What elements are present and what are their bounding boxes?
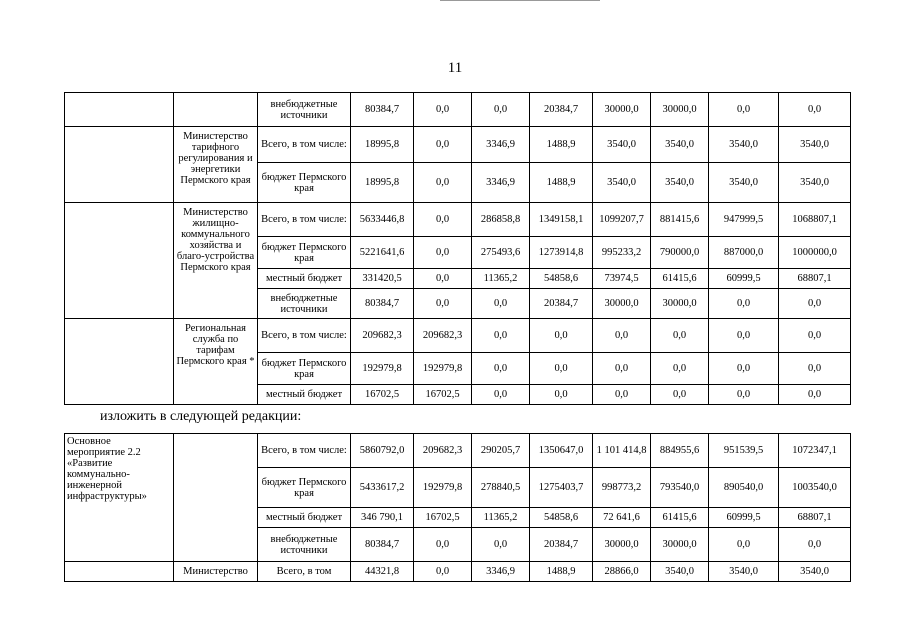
empty-cell bbox=[65, 319, 174, 405]
value-cell: 5633446,8 bbox=[351, 203, 414, 237]
value-cell: 3540,0 bbox=[593, 163, 651, 203]
value-cell: 0,0 bbox=[651, 385, 709, 405]
org-cell-regional: Региональная служба по тарифам Пермского края * bbox=[174, 319, 258, 405]
empty-cell bbox=[65, 203, 174, 319]
value-cell: 0,0 bbox=[472, 528, 530, 562]
value-cell: 5860792,0 bbox=[351, 434, 414, 468]
value-cell: 0,0 bbox=[414, 562, 472, 582]
value-cell: 0,0 bbox=[779, 353, 851, 385]
source-cell: Всего, в том числе: bbox=[258, 127, 351, 163]
empty-cell bbox=[174, 93, 258, 127]
event-cell: Основное мероприятие 2.2 «Развитие коммунально-инженерной инфраструктуры» bbox=[65, 434, 174, 562]
value-cell: 887000,0 bbox=[709, 237, 779, 269]
value-cell: 0,0 bbox=[593, 385, 651, 405]
value-cell: 0,0 bbox=[709, 385, 779, 405]
value-cell: 278840,5 bbox=[472, 468, 530, 508]
value-cell: 209682,3 bbox=[414, 319, 472, 353]
value-cell: 1000000,0 bbox=[779, 237, 851, 269]
value-cell: 0,0 bbox=[472, 289, 530, 319]
value-cell: 3540,0 bbox=[651, 163, 709, 203]
value-cell: 0,0 bbox=[651, 319, 709, 353]
value-cell: 884955,6 bbox=[651, 434, 709, 468]
value-cell: 16702,5 bbox=[414, 508, 472, 528]
value-cell: 0,0 bbox=[709, 289, 779, 319]
value-cell: 0,0 bbox=[414, 93, 472, 127]
value-cell: 30000,0 bbox=[651, 528, 709, 562]
source-cell: внебюджетные источники bbox=[258, 289, 351, 319]
source-cell: бюджет Пермского края bbox=[258, 468, 351, 508]
value-cell: 3540,0 bbox=[651, 127, 709, 163]
value-cell: 192979,8 bbox=[414, 353, 472, 385]
value-cell: 790000,0 bbox=[651, 237, 709, 269]
value-cell: 3540,0 bbox=[709, 562, 779, 582]
value-cell: 3346,9 bbox=[472, 163, 530, 203]
value-cell: 68807,1 bbox=[779, 269, 851, 289]
value-cell: 890540,0 bbox=[709, 468, 779, 508]
value-cell: 0,0 bbox=[593, 319, 651, 353]
empty-cell bbox=[65, 127, 174, 203]
value-cell: 0,0 bbox=[414, 528, 472, 562]
empty-cell bbox=[65, 93, 174, 127]
value-cell: 1488,9 bbox=[530, 562, 593, 582]
page-top-line bbox=[440, 0, 600, 1]
value-cell: 30000,0 bbox=[651, 93, 709, 127]
value-cell: 80384,7 bbox=[351, 528, 414, 562]
value-cell: 18995,8 bbox=[351, 127, 414, 163]
page-number: 11 bbox=[447, 60, 463, 76]
source-cell: внебюджетные источники bbox=[258, 528, 351, 562]
value-cell: 192979,8 bbox=[351, 353, 414, 385]
value-cell: 0,0 bbox=[414, 163, 472, 203]
empty-cell bbox=[65, 562, 174, 582]
source-cell: Всего, в том числе: bbox=[258, 203, 351, 237]
source-cell: местный бюджет bbox=[258, 385, 351, 405]
value-cell: 20384,7 bbox=[530, 289, 593, 319]
source-cell: бюджет Пермского края bbox=[258, 353, 351, 385]
value-cell: 5433617,2 bbox=[351, 468, 414, 508]
value-cell: 0,0 bbox=[709, 528, 779, 562]
value-cell: 68807,1 bbox=[779, 508, 851, 528]
source-cell: Всего, в том числе: bbox=[258, 434, 351, 468]
value-cell: 995233,2 bbox=[593, 237, 651, 269]
value-cell: 20384,7 bbox=[530, 528, 593, 562]
value-cell: 1350647,0 bbox=[530, 434, 593, 468]
value-cell: 80384,7 bbox=[351, 289, 414, 319]
value-cell: 44321,8 bbox=[351, 562, 414, 582]
value-cell: 30000,0 bbox=[593, 93, 651, 127]
table-row bbox=[65, 562, 851, 582]
value-cell: 1072347,1 bbox=[779, 434, 851, 468]
source-cell: бюджет Пермского края bbox=[258, 237, 351, 269]
value-cell: 11365,2 bbox=[472, 269, 530, 289]
value-cell: 3346,9 bbox=[472, 562, 530, 582]
value-cell: 20384,7 bbox=[530, 93, 593, 127]
value-cell: 290205,7 bbox=[472, 434, 530, 468]
org-cell-ministry: Министерство bbox=[174, 562, 258, 582]
value-cell: 1099207,7 bbox=[593, 203, 651, 237]
source-cell: бюджет Пермского края bbox=[258, 163, 351, 203]
table-row bbox=[65, 127, 851, 163]
source-cell: Всего, в том bbox=[258, 562, 351, 582]
value-cell: 54858,6 bbox=[530, 269, 593, 289]
value-cell: 0,0 bbox=[414, 127, 472, 163]
value-cell: 11365,2 bbox=[472, 508, 530, 528]
org-cell-housing: Министерство жилищно-коммунального хозяйства и благо-устройства Пермского края bbox=[174, 203, 258, 319]
value-cell: 0,0 bbox=[779, 528, 851, 562]
value-cell: 80384,7 bbox=[351, 93, 414, 127]
source-cell: местный бюджет bbox=[258, 508, 351, 528]
value-cell: 0,0 bbox=[414, 289, 472, 319]
value-cell: 192979,8 bbox=[414, 468, 472, 508]
value-cell: 0,0 bbox=[709, 319, 779, 353]
value-cell: 1273914,8 bbox=[530, 237, 593, 269]
source-cell: внебюджетные источники bbox=[258, 93, 351, 127]
value-cell: 61415,6 bbox=[651, 508, 709, 528]
value-cell: 16702,5 bbox=[351, 385, 414, 405]
value-cell: 0,0 bbox=[779, 93, 851, 127]
value-cell: 30000,0 bbox=[651, 289, 709, 319]
empty-cell bbox=[174, 434, 258, 562]
funding-table-new bbox=[64, 433, 851, 582]
value-cell: 1349158,1 bbox=[530, 203, 593, 237]
value-cell: 54858,6 bbox=[530, 508, 593, 528]
table-row bbox=[65, 319, 851, 353]
value-cell: 0,0 bbox=[779, 289, 851, 319]
value-cell: 346 790,1 bbox=[351, 508, 414, 528]
table-row bbox=[65, 434, 851, 468]
value-cell: 0,0 bbox=[593, 353, 651, 385]
funding-table-old bbox=[64, 92, 851, 405]
value-cell: 3540,0 bbox=[779, 127, 851, 163]
value-cell: 286858,8 bbox=[472, 203, 530, 237]
org-cell-tariff: Министерство тарифного регулирования и энергетики Пермского края bbox=[174, 127, 258, 203]
value-cell: 3540,0 bbox=[593, 127, 651, 163]
value-cell: 1488,9 bbox=[530, 163, 593, 203]
value-cell: 0,0 bbox=[530, 353, 593, 385]
value-cell: 947999,5 bbox=[709, 203, 779, 237]
source-cell: местный бюджет bbox=[258, 269, 351, 289]
value-cell: 0,0 bbox=[779, 385, 851, 405]
value-cell: 0,0 bbox=[414, 203, 472, 237]
value-cell: 0,0 bbox=[472, 319, 530, 353]
value-cell: 60999,5 bbox=[709, 269, 779, 289]
value-cell: 0,0 bbox=[472, 353, 530, 385]
value-cell: 3540,0 bbox=[709, 163, 779, 203]
value-cell: 0,0 bbox=[709, 93, 779, 127]
value-cell: 1068807,1 bbox=[779, 203, 851, 237]
value-cell: 209682,3 bbox=[351, 319, 414, 353]
value-cell: 30000,0 bbox=[593, 289, 651, 319]
value-cell: 0,0 bbox=[530, 319, 593, 353]
value-cell: 5221641,6 bbox=[351, 237, 414, 269]
value-cell: 3540,0 bbox=[779, 163, 851, 203]
value-cell: 3540,0 bbox=[709, 127, 779, 163]
value-cell: 1275403,7 bbox=[530, 468, 593, 508]
value-cell: 18995,8 bbox=[351, 163, 414, 203]
value-cell: 16702,5 bbox=[414, 385, 472, 405]
value-cell: 1003540,0 bbox=[779, 468, 851, 508]
value-cell: 60999,5 bbox=[709, 508, 779, 528]
value-cell: 0,0 bbox=[709, 353, 779, 385]
value-cell: 72 641,6 bbox=[593, 508, 651, 528]
value-cell: 1 101 414,8 bbox=[593, 434, 651, 468]
value-cell: 1488,9 bbox=[530, 127, 593, 163]
value-cell: 881415,6 bbox=[651, 203, 709, 237]
value-cell: 3346,9 bbox=[472, 127, 530, 163]
value-cell: 0,0 bbox=[779, 319, 851, 353]
value-cell: 0,0 bbox=[414, 237, 472, 269]
value-cell: 0,0 bbox=[472, 93, 530, 127]
value-cell: 0,0 bbox=[414, 269, 472, 289]
value-cell: 0,0 bbox=[530, 385, 593, 405]
value-cell: 793540,0 bbox=[651, 468, 709, 508]
table-row bbox=[65, 93, 851, 127]
value-cell: 331420,5 bbox=[351, 269, 414, 289]
value-cell: 73974,5 bbox=[593, 269, 651, 289]
value-cell: 275493,6 bbox=[472, 237, 530, 269]
value-cell: 3540,0 bbox=[651, 562, 709, 582]
table-row bbox=[65, 203, 851, 237]
value-cell: 61415,6 bbox=[651, 269, 709, 289]
value-cell: 0,0 bbox=[651, 353, 709, 385]
value-cell: 0,0 bbox=[472, 385, 530, 405]
value-cell: 998773,2 bbox=[593, 468, 651, 508]
value-cell: 209682,3 bbox=[414, 434, 472, 468]
value-cell: 30000,0 bbox=[593, 528, 651, 562]
edit-caption: изложить в следующей редакции: bbox=[100, 409, 302, 424]
value-cell: 951539,5 bbox=[709, 434, 779, 468]
source-cell: Всего, в том числе: bbox=[258, 319, 351, 353]
value-cell: 3540,0 bbox=[779, 562, 851, 582]
value-cell: 28866,0 bbox=[593, 562, 651, 582]
